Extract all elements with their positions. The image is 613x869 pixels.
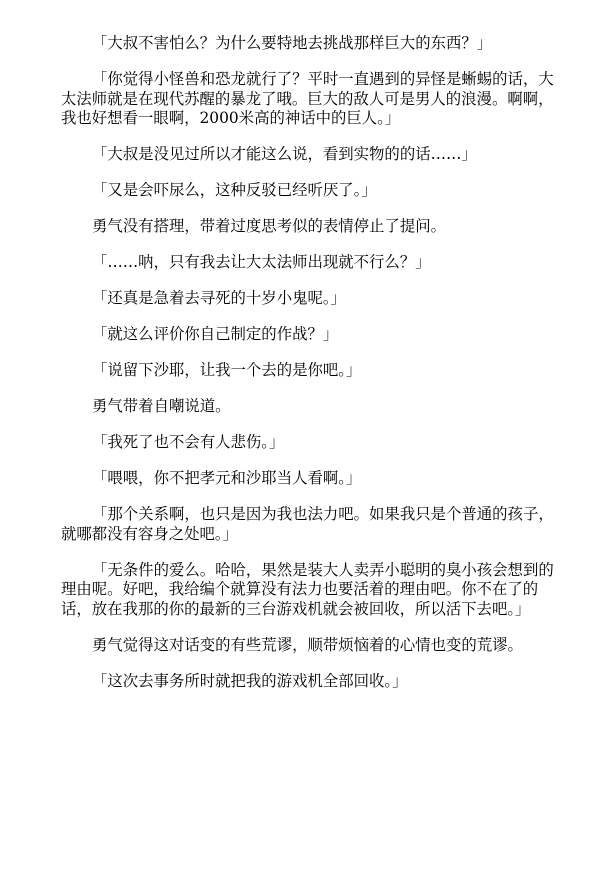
paragraph: 「大叔不害怕么？为什么要特地去挑战那样巨大的东西？」 bbox=[92, 34, 493, 52]
paragraph: 「这次去事务所时就把我的游戏机全部回收。」 bbox=[92, 671, 408, 690]
paragraph: 勇气带着自嘲说道。 bbox=[92, 397, 231, 415]
paragraph: 勇气没有搭理，带着过度思考似的表情停止了提问。 bbox=[92, 217, 446, 235]
paragraph: 「你觉得小怪兽和恐龙就行了？平时一直遇到的异怪是蜥蜴的话，大太法师就是在现代苏醒的暴龙了哦。巨大的敌人可是男人的浪漫。啊啊，我也好想看一眼啊，2000米高的神话中的巨人。」 bbox=[61, 70, 554, 127]
paragraph: 「喂喂，你不把孝元和沙耶当人看啊。」 bbox=[92, 469, 362, 487]
paragraph: 「……呐，只有我去让大太法师出现就不行么？」 bbox=[92, 253, 431, 271]
paragraph: 「还真是急着去寻死的十岁小鬼呢。」 bbox=[92, 289, 346, 307]
paragraph: 「大叔是没见过所以才能这么说，看到实物的的话……」 bbox=[92, 145, 477, 163]
paragraph: 「说留下沙耶，让我一个去的是你吧。」 bbox=[92, 361, 362, 379]
paragraph: 「那个关系啊，也只是因为我也法力吧。如果我只是个普通的孩子，就哪都没有容身之处吧。」 bbox=[61, 505, 554, 543]
paragraph: 「又是会吓尿么，这种反驳已经听厌了。」 bbox=[92, 181, 377, 199]
paragraph: 「我死了也不会有人悲伤。」 bbox=[92, 433, 285, 451]
paragraph: 「就这么评价你自己制定的作战？」 bbox=[92, 325, 339, 343]
paragraph: 勇气觉得这对话变的有些荒谬，顺带烦恼着的心情也变的荒谬。 bbox=[92, 635, 523, 654]
paragraph: 「无条件的爱么。哈哈，果然是装大人卖弄小聪明的臭小孩会想到的理由呢。好吧，我给编个就算没有法力也要活着的理由吧。你不在了的话，放在我那的你的最新的三台游戏机就会被回收，所以活下去吧。」 bbox=[61, 560, 554, 618]
text-body bbox=[61, 34, 561, 691]
